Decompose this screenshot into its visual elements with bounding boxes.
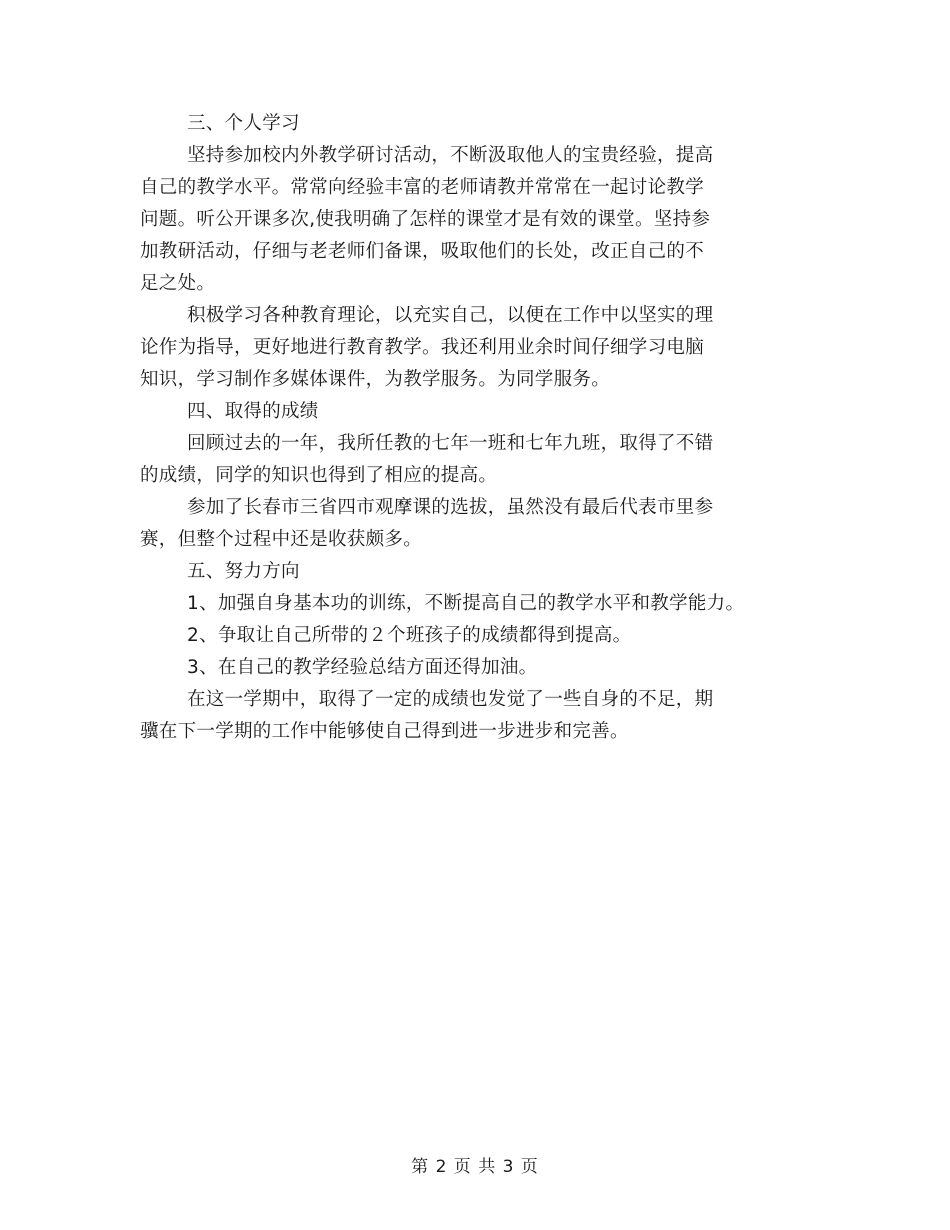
text-line: 2、争取让自己所带的２个班孩子的成绩都得到提高。: [187, 625, 632, 646]
text-line: 赛，但整个过程中还是收获颇多。: [140, 529, 423, 550]
text-line: 加教研活动，仔细与老老师们备课，吸取他们的长处，改正自己的不: [140, 241, 705, 262]
text-line: 三、个人学习: [187, 113, 300, 134]
text-line: 足之处。: [140, 273, 216, 294]
text-line: 在这一学期中，取得了一定的成绩也发觉了一些自身的不足，期: [187, 689, 714, 710]
text-line: 坚持参加校内外教学研讨活动，不断汲取他人的宝贵经验，提高: [187, 145, 714, 166]
text-line: 3、在自己的教学经验总结方面还得加油。: [187, 657, 538, 678]
page-number-footer: 第 2 页 共 3 页: [411, 1157, 539, 1177]
text-line: 的成绩，同学的知识也得到了相应的提高。: [140, 465, 498, 486]
document-body: [140, 108, 810, 748]
text-line: 参加了长春市三省四市观摩课的选拔，虽然没有最后代表市里参: [187, 497, 714, 518]
text-line: 五、努力方向: [187, 561, 300, 582]
text-line: 论作为指导，更好地进行教育教学。我还利用业余时间仔细学习电脑: [140, 337, 705, 358]
text-line: 知识，学习制作多媒体课件，为教学服务。为同学服务。: [140, 369, 611, 390]
text-line: 1、加强自身基本功的训练，不断提高自己的教学水平和教学能力。: [187, 593, 745, 614]
text-line: 自己的教学水平。常常向经验丰富的老师请教并常常在一起讨论教学: [140, 177, 705, 198]
text-line: 四、取得的成绩: [187, 401, 319, 422]
text-line: 问题。听公开课多次,使我明确了怎样的课堂才是有效的课堂。坚持参: [140, 209, 711, 230]
text-line: 回顾过去的一年，我所任教的七年一班和七年九班，取得了不错: [187, 433, 714, 454]
text-line: 积极学习各种教育理论，以充实自己，以便在工作中以坚实的理: [187, 305, 714, 326]
text-line: 骥在下一学期的工作中能够使自己得到进一步进步和完善。: [140, 721, 629, 742]
